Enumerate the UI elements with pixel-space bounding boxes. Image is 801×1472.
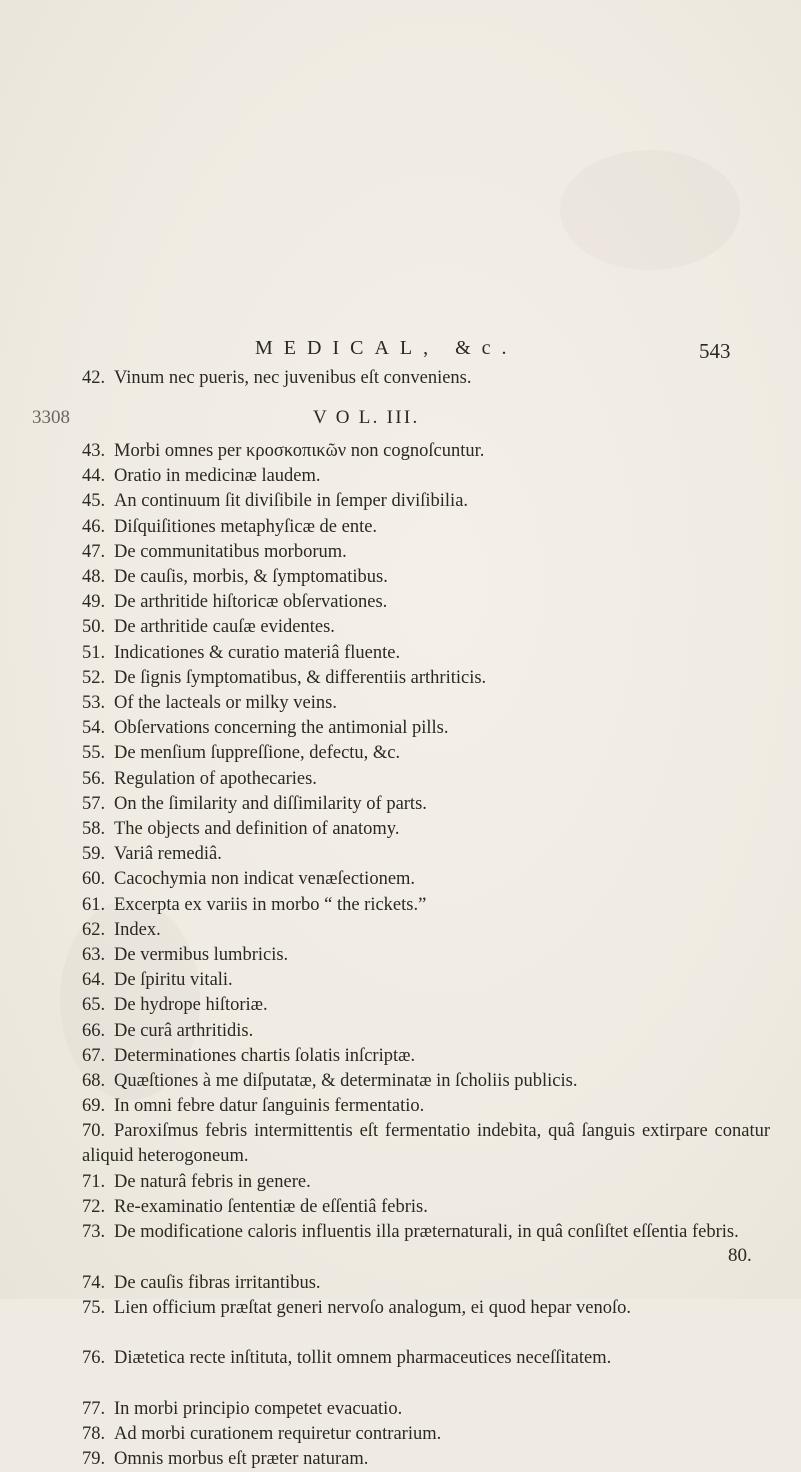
entry-text: Index. (114, 919, 161, 940)
entry-number: 78. (82, 1423, 106, 1444)
entry-45 (82, 489, 770, 514)
entry-text: De arthritide hiſtoricæ obſervationes. (114, 592, 388, 613)
entry-text: De modificatione caloris influentis illa præternaturali, in quâ conſiſtet eſſentia febris. (114, 1222, 739, 1243)
entry-61 (82, 893, 770, 918)
entry-number: 72. (82, 1197, 106, 1217)
entry-number: 44. (82, 466, 106, 487)
entry-number: 68. (82, 1071, 106, 1091)
entry-number: 57. (82, 793, 106, 814)
entry-text: De communitatibus morborum. (114, 541, 347, 562)
entry-text: In morbi principio competet evacuatio. (114, 1398, 403, 1419)
margin-annotation: 3308 (32, 407, 70, 428)
entry-number: 75. (82, 1297, 106, 1318)
entry-63 (82, 943, 770, 968)
entry-75 (82, 1296, 770, 1321)
entry-number: 65. (82, 995, 106, 1016)
entry-57 (82, 792, 770, 817)
entry-number: 60. (82, 869, 106, 890)
entry-text: Obſervations concerning the antimonial pills. (114, 718, 449, 739)
entry-number: 70. (82, 1121, 106, 1142)
entry-text: Variâ remediâ. (114, 844, 222, 865)
entry-number: 69. (82, 1096, 106, 1117)
page-number: 543 (699, 339, 731, 363)
entry-number: 42. (82, 368, 106, 388)
entry-65 (82, 993, 770, 1018)
entry-67 (82, 1044, 770, 1069)
entry-number: 47. (82, 541, 106, 562)
entry-text: De cauſis fibras irritantibus. (114, 1272, 321, 1293)
entry-text: Cacochymia non indicat venæſectionem. (114, 869, 416, 890)
entry-73 (82, 1220, 770, 1245)
entry-text: De naturâ febris in genere. (114, 1171, 311, 1192)
entry-text: Vinum nec pueris, nec juvenibus eſt conveniens. (114, 368, 472, 388)
entry-number: 59. (82, 844, 106, 865)
entry-53 (82, 691, 770, 716)
entry-54 (82, 716, 770, 741)
entry-58 (82, 817, 770, 842)
entry-text: De ſpiritu vitali. (114, 970, 233, 991)
entry-number: 67. (82, 1045, 106, 1066)
entry-68 (82, 1069, 770, 1094)
entry-number: 48. (82, 567, 106, 587)
entry-text: De cauſis, morbis, & ſymptomatibus. (114, 567, 388, 587)
entry-number: 73. (82, 1222, 106, 1243)
entry-text: Regulation of apothecaries. (114, 768, 317, 789)
entry-47 (82, 540, 770, 565)
entry-text: The objects and definition of anatomy. (114, 819, 400, 839)
entry-number: 71. (82, 1171, 106, 1192)
entry-text: On the ſimilarity and diſſimilarity of parts. (114, 793, 427, 814)
entry-number: 45. (82, 491, 106, 512)
entry-text: De ſignis ſymptomatibus, & differentiis arthriticis. (114, 667, 487, 688)
entry-text: Lien officium præſtat generi nervoſo analogum, ei quod hepar venoſo. (114, 1297, 631, 1318)
entry-60 (82, 867, 770, 892)
entry-text: De hydrope hiſtoriæ. (114, 995, 268, 1016)
entry-46 (82, 515, 770, 540)
entry-text: Re-examinatio ſententiæ de eſſentiâ febris. (114, 1197, 428, 1217)
entry-number: 58. (82, 819, 106, 839)
entry-79 (82, 1447, 770, 1472)
entry-number: 54. (82, 718, 106, 739)
entry-text: De vermibus lumbricis. (114, 945, 289, 965)
entry-76 (82, 1346, 770, 1371)
entry-number: 76. (82, 1348, 106, 1369)
entry-text: Ad morbi curationem requiretur contrarium. (114, 1423, 442, 1444)
entry-51 (82, 641, 770, 666)
running-title: MEDICAL, &c. (255, 337, 518, 359)
entry-72 (82, 1195, 770, 1220)
entry-52 (82, 666, 770, 691)
entry-77 (82, 1397, 770, 1422)
entry-number: 79. (82, 1449, 106, 1469)
entry-text: Diætetica recte inſtituta, tollit omnem pharmaceutices neceſſitatem. (114, 1348, 612, 1369)
volume-heading: V O L. III. (313, 407, 420, 428)
entry-number: 77. (82, 1398, 106, 1419)
entry-number: 46. (82, 516, 106, 537)
entry-text: Omnis morbus eſt præter naturam. (114, 1449, 369, 1469)
paper-stain (560, 150, 740, 270)
entry-number: 43. (82, 441, 106, 461)
entry-49 (82, 590, 770, 615)
entry-number: 53. (82, 693, 106, 713)
entry-number: 63. (82, 945, 106, 965)
entry-69 (82, 1094, 770, 1119)
entry-text: Paroxiſmus febris intermittentis eſt fermentatio indebita, quâ ſanguis extirpare conatur aliquid heterogoneum. (82, 1121, 770, 1166)
entry-number: 52. (82, 667, 106, 688)
entry-number: 74. (82, 1272, 106, 1293)
entry-number: 51. (82, 642, 106, 663)
entry-text: An continuum ſit diviſibile in ſemper diviſibilia. (114, 491, 469, 512)
entry-number: 55. (82, 743, 106, 764)
entry-71 (82, 1170, 770, 1195)
entry-text: De arthritide cauſæ evidentes. (114, 617, 335, 638)
entry-number: 62. (82, 919, 106, 940)
entry-number: 50. (82, 617, 106, 638)
entry-78 (82, 1422, 770, 1447)
entry-62 (82, 918, 770, 943)
catchword: 80. (728, 1245, 752, 1266)
entry-text: Quæſtiones à me diſputatæ, & determinatæ in ſcholiis publicis. (114, 1071, 578, 1091)
entry-text: Oratio in medicinæ laudem. (114, 466, 321, 487)
entry-48 (82, 565, 770, 590)
entry-66 (82, 1019, 770, 1044)
entry-text: De menſium ſuppreſſione, defectu, &c. (114, 743, 401, 764)
entry-number: 66. (82, 1020, 106, 1041)
entry-number: 49. (82, 592, 106, 613)
entry-text: Of the lacteals or milky veins. (114, 693, 337, 713)
entry-64 (82, 968, 770, 993)
entry-74 (82, 1271, 770, 1296)
entry-text: Diſquiſitiones metaphyſicæ de ente. (114, 516, 378, 537)
entry-text: In omni febre datur ſanguinis fermentatio. (114, 1096, 425, 1117)
entry-44 (82, 464, 770, 489)
entry-59 (82, 842, 770, 867)
entry-70 (82, 1119, 770, 1168)
entry-55 (82, 741, 770, 766)
entry-text: Indicationes & curatio materiâ fluente. (114, 642, 401, 663)
entry-42 (82, 366, 472, 390)
entry-text: Morbi omnes per κροσκοπικῶν non cognoſcuntur. (114, 441, 485, 461)
entry-56 (82, 767, 770, 792)
entry-43 (82, 439, 770, 464)
entry-number: 56. (82, 768, 106, 789)
entry-text: Determinationes chartis ſolatis inſcriptæ. (114, 1045, 416, 1066)
entry-50 (82, 615, 770, 640)
entry-text: Excerpta ex variis in morbo “ the rickets.” (114, 894, 427, 915)
entry-number: 61. (82, 894, 106, 915)
entry-text: De curâ arthritidis. (114, 1020, 254, 1041)
entry-number: 64. (82, 970, 106, 991)
